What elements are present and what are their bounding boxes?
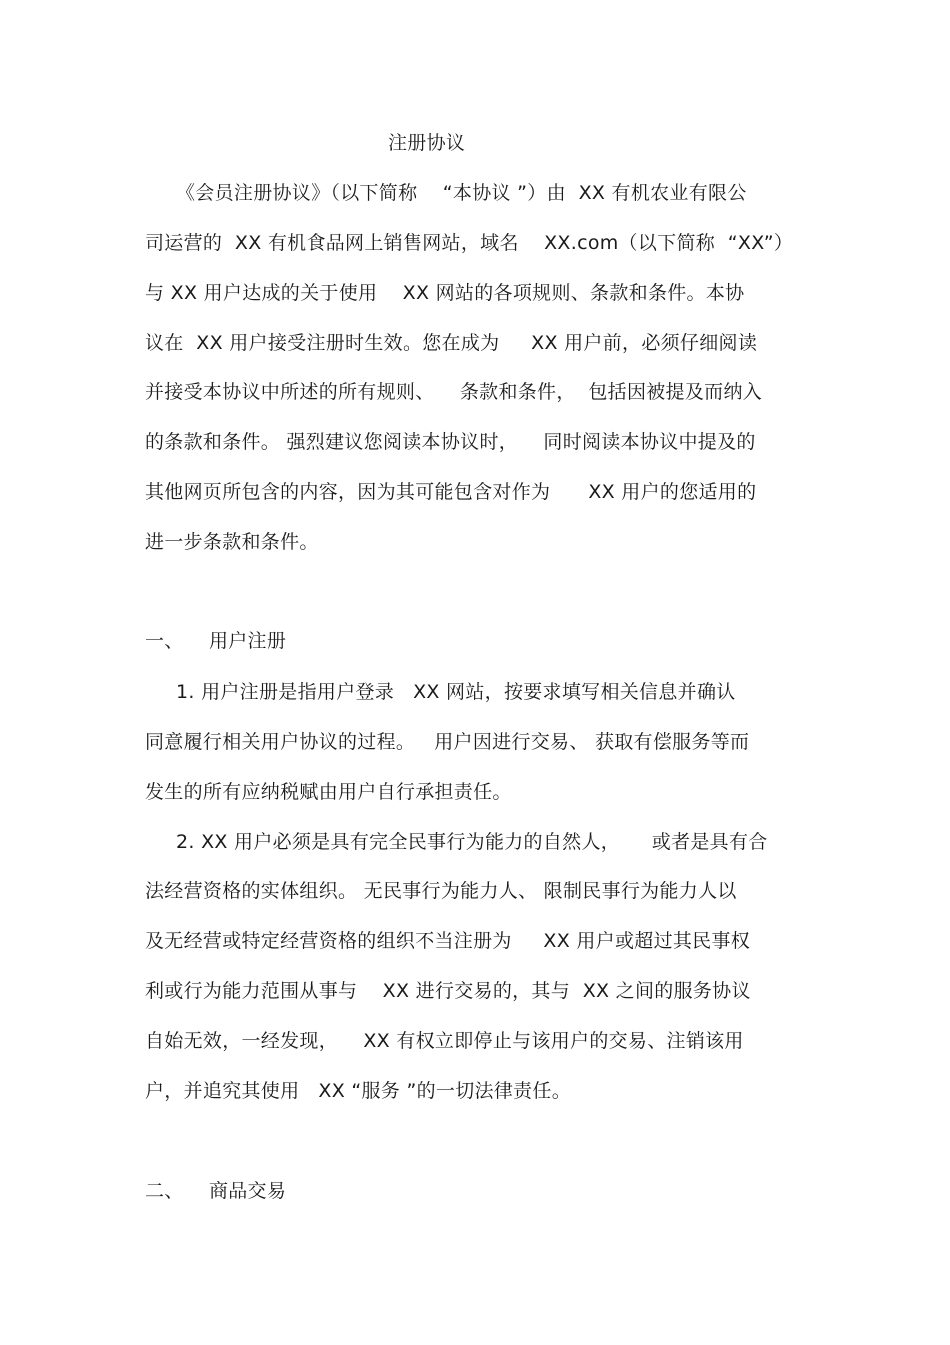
clause-line: 法经营资格的实体组织。 无民事行为能力人、 限制民事行为能力人以 <box>145 880 737 902</box>
paragraph-line: 议在 XX 用户接受注册时生效。您在成为 XX 用户前，必须仔细阅读 <box>145 332 758 354</box>
paragraph-line: 《会员注册协议》（以下简称 “本协议 ”）由 XX 有机农业有限公 <box>176 182 747 204</box>
paragraph-line: 并接受本协议中所述的所有规则、 条款和条件， 包括因被提及而纳入 <box>145 381 763 403</box>
section-heading: 一、 用户注册 <box>145 630 287 652</box>
clause-line: 2. XX 用户必须是具有完全民事行为能力的自然人， 或者是具有合 <box>176 831 768 853</box>
clause-line: 发生的所有应纳税赋由用户自行承担责任。 <box>145 781 512 803</box>
paragraph-line: 进一步条款和条件。 <box>145 531 319 553</box>
clause-line: 及无经营或特定经营资格的组织不当注册为 XX 用户或超过其民事权 <box>145 930 751 952</box>
clause-line: 利或行为能力范围从事与 XX 进行交易的，其与 XX 之间的服务协议 <box>145 980 751 1002</box>
paragraph-line: 司运营的 XX 有机食品网上销售网站，域名 XX.com（以下简称 “XX”） <box>145 232 794 254</box>
clause-line: 自始无效，一经发现， XX 有权立即停止与该用户的交易、注销该用 <box>145 1030 744 1052</box>
section-heading: 二、 商品交易 <box>145 1180 287 1202</box>
paragraph-line: 与 XX 用户达成的关于使用 XX 网站的各项规则、条款和条件。本协 <box>145 282 745 304</box>
clause-line: 同意履行相关用户协议的过程。 用户因进行交易、 获取有偿服务等而 <box>145 731 750 753</box>
paragraph-line: 其他网页所包含的内容，因为其可能包含对作为 XX 用户的您适用的 <box>145 481 757 503</box>
clause-line: 户，并追究其使用 XX “服务 ”的一切法律责任。 <box>145 1080 572 1102</box>
document-title: 注册协议 <box>388 132 466 154</box>
clause-line: 1. 用户注册是指用户登录 XX 网站，按要求填写相关信息并确认 <box>176 681 736 703</box>
paragraph-line: 的条款和条件。 强烈建议您阅读本协议时， 同时阅读本协议中提及的 <box>145 431 756 453</box>
